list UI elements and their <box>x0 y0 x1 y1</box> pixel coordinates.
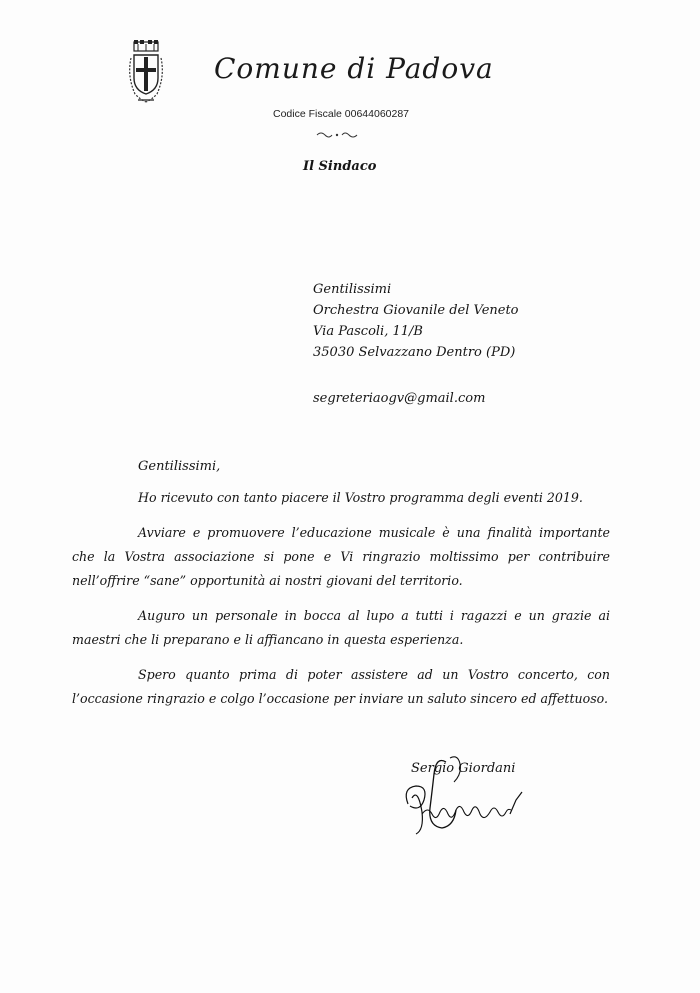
address-line: Via Pascoli, 11/B <box>313 324 423 339</box>
recipient-email: segreteriaogv@gmail.com <box>313 391 486 406</box>
address-line: Gentilissimi <box>313 282 392 297</box>
municipality-name: Comune di Padova <box>214 52 494 85</box>
salutation: Gentilissimi, <box>138 459 221 474</box>
body-paragraph: Auguro un personale in bocca al lupo a tutti i ragazzi e un grazie ai maestri che li preparano e li affiancano in questa esperienza. <box>72 608 610 647</box>
body-paragraph: Spero quanto prima di poter assistere ad un Vostro concerto, con l’occasione ringrazio e colgo l’occasione per inviare un saluto sincero ed affettuoso. <box>72 667 610 706</box>
address-line: 35030 Selvazzano Dentro (PD) <box>313 345 516 360</box>
recipient-address <box>313 279 519 363</box>
decorative-flourish <box>316 131 358 139</box>
body-paragraph: Avviare e promuovere l’educazione musicale è una finalità importante che la Vostra associazione si pone e Vi ringrazio moltissimo per contribuire nell’offrire “sane” opportunità ai nostri giovani del territorio. <box>72 525 610 588</box>
address-line: Orchestra Giovanile del Veneto <box>313 303 519 318</box>
office-title: Il Sindaco <box>303 159 377 174</box>
padova-crest-icon <box>126 40 166 106</box>
handwritten-signature <box>398 752 528 852</box>
fiscal-code: Codice Fiscale 00644060287 <box>273 108 410 120</box>
signer-name: Sergio Giordani <box>411 761 516 776</box>
body-paragraph: Ho ricevuto con tanto piacere il Vostro programma degli eventi 2019. <box>138 490 583 505</box>
